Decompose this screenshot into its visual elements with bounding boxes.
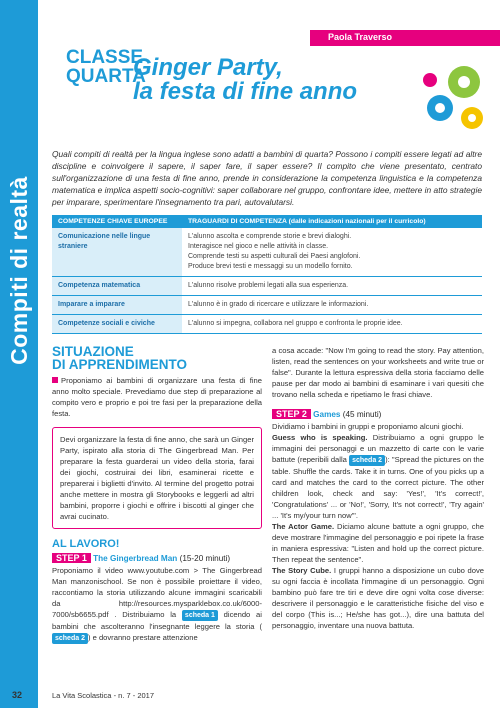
table-value: L'alunno si impegna, collabora nel gruppo e confronta le proprie idee. xyxy=(182,315,482,334)
gears-decoration-icon xyxy=(412,60,492,140)
title-line-1: Ginger Party, xyxy=(133,54,283,81)
table-head-key: COMPETENZE CHIAVE EUROPEE xyxy=(52,215,182,228)
bullet-square-icon xyxy=(52,377,58,383)
table-value: L'alunno risolve problemi legati alla sua esperienza. xyxy=(182,277,482,296)
table-value: L'alunno è in grado di ricercare e utilizzare le informazioni. xyxy=(182,296,482,315)
game-2-paragraph: The Actor Game. Diciamo alcune battute a ogni gruppo, che deve mostrare l'immagine del personaggio e poi ripete la frase in maniera espressiva: "Listen and hold up the correct picture. Then repeat the sentence". xyxy=(272,522,484,564)
author-bar: Paola Traverso xyxy=(310,30,500,46)
page-number: 32 xyxy=(12,690,23,700)
step-badge: STEP 1 xyxy=(52,553,91,563)
scheda-chip: scheda 1 xyxy=(182,610,218,621)
table-value: L'alunno ascolta e comprende storie e brevi dialoghi. Interagisce nel gioco e nelle attività in classe. Comprende testi su aspetti culturali dei Paesi anglofoni. Produce brevi testi e messaggi su un modello fornito. xyxy=(182,228,482,277)
task-note-box: Devi organizzare la festa di fine anno, che sarà un Ginger Party, ispirato alla storia di The Gingerbread Man. Per preparare la festa guarderai un video della storia, farai dei giochi, costruirai dei libri, esaminerai ricette e preparerai i biglietti d'invito. Al termine del progetto potrai anche mettere in mostra gli Storybooks e leggerli ad altri bambini, proporre i giochi e offrire i biscotti al ginger che avrai cucinato. xyxy=(52,427,262,529)
table-key: Imparare a imparare xyxy=(52,296,182,315)
right-column xyxy=(272,345,484,631)
situation-paragraph: Proponiamo ai bambini di organizzare una festa di fine anno molto speciale. Prevediamo due step di preparazione al compito vero e proprio e poi tre fasi per la preparazione della festa. xyxy=(52,376,262,418)
left-column xyxy=(52,345,262,644)
step-time: (45 minuti) xyxy=(342,410,382,419)
competence-table xyxy=(52,215,482,334)
game-title: The Story Cube. xyxy=(272,566,332,575)
work-heading: AL LAVORO! xyxy=(52,538,120,550)
kicker-line-1: CLASSE xyxy=(66,47,144,68)
step-1-text: Proponiamo il video www.youtube.com > The Gingerbread Man manzonischool. Se non è possibile proiettare il video, raccontiamo la storia utilizzando alcune immagini scaricabili da http://resources.mysparklebox.co.uk/6000-7000/sb6655.pdf . Distribuiamo la scheda 1 dicendo ai bambini che ascolteranno l'insegnante leggere la storia (scheda 2 ) e dovranno prestare attenzione xyxy=(52,566,263,642)
game-1-paragraph: Guess who is speaking. Distribuiamo a ogni gruppo le immagini dei personaggi e un mazzetto di carte con le varie battute (reperibili dalla scheda 2 ): "Spread the pictures on the table. Shuffle the cards. Take it in turns. One of you picks up a card and matches the card to the correct picture. The other children look, check and say: 'Yes!', 'It's correct!', 'Congratulations' ... or 'No!', 'Sorry, It's not correct!', 'Try again' ... 'It's my/your turn now'". xyxy=(272,433,484,520)
table-key: Comunicazione nelle lingue straniere xyxy=(52,228,182,277)
class-kicker xyxy=(66,47,146,87)
table-row xyxy=(52,315,482,334)
step-time: (15-20 minuti) xyxy=(179,554,231,563)
step-2-heading xyxy=(272,409,484,419)
step-badge: STEP 2 xyxy=(272,409,311,419)
article-title xyxy=(133,56,357,104)
game-title: The Actor Game. xyxy=(272,522,335,531)
step-name: The Gingerbread Man xyxy=(93,554,178,563)
scheda-chip: scheda 2 xyxy=(52,633,88,644)
kicker-line-2: QUARTA xyxy=(66,66,146,87)
table-key: Competenze sociali e civiche xyxy=(52,315,182,334)
table-row xyxy=(52,228,482,277)
page-header xyxy=(38,0,500,135)
table-head-value: TRAGUARDI DI COMPETENZA (dalle indicazioni nazionali per il curricolo) xyxy=(182,215,482,228)
step-2-intro: Dividiamo i bambini in gruppi e proponiamo alcuni giochi. xyxy=(272,422,464,431)
title-line-2: la festa di fine anno xyxy=(133,78,358,105)
step-1-heading xyxy=(52,553,262,563)
table-header-row xyxy=(52,215,482,228)
table-row xyxy=(52,277,482,296)
game-3-paragraph: The Story Cube. I gruppi hanno a disposizione un cubo dove su ogni faccia è incollata l'immagine di un personaggio. Ogni bambino può fare tre tiri e deve dire ogni volta cose diverse: descrivere il personaggio e le caratteristiche fisiche del viso e del corpo (This is...; He/she has got...), dire una battuta del personaggio, inventare una nuova battuta. xyxy=(272,566,484,630)
intro-paragraph: Quali compiti di realtà per la lingua inglese sono adatti a bambini di quarta? Possono i compiti essere legati ad altre discipline e coinvolgere il sapere, il saper fare, il saper essere? Il compito che viene presentato, centrato sull'organizzazione di una festa di fine anno, prende in considerazione la competenza linguistica e la competenza matematica e implica aspetti socio-cognitivi: saper collaborare nel gruppo, confrontare idee, mettere in atto strategie per imparare, sperimentare l'insegnamento tra pari, autovalutarsi. xyxy=(52,149,482,207)
game-title: Guess who is speaking. xyxy=(272,433,368,442)
continuation-paragraph: a cosa accade: "Now I'm going to read the story. Pay attention, listen, read the sentences on your worksheets and write true or false". Durante la lettura espressiva della storia facciamo delle pause per dar modo ai bambini di esaminare i vari quesiti che trovano nella scheda e ripetiamo le frasi chiave. xyxy=(272,346,484,399)
table-row xyxy=(52,296,482,315)
journal-credit: La Vita Scolastica - n. 7 - 2017 xyxy=(52,691,155,700)
scheda-chip: scheda 2 xyxy=(349,455,385,466)
page-footer xyxy=(0,684,500,708)
sidebar-label: Compiti di realtà xyxy=(5,175,32,365)
table-key: Competenza matematica xyxy=(52,277,182,296)
section-title: SITUAZIONE DI APPRENDIMENTO xyxy=(52,344,188,372)
step-name: Games xyxy=(313,410,341,419)
sidebar-band xyxy=(0,0,38,708)
